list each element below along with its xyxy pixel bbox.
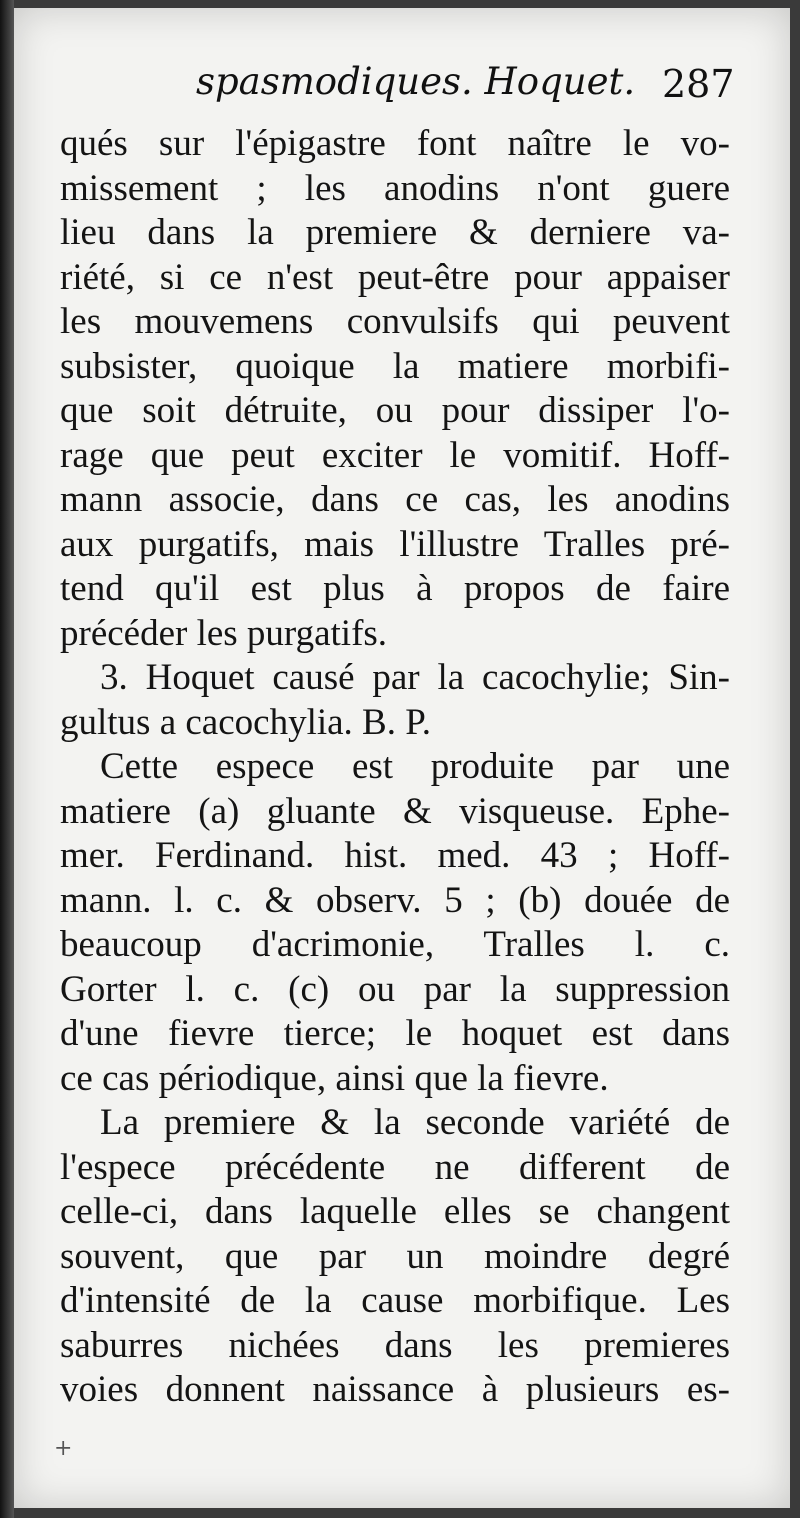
text-line: d'une fievre tierce; le hoquet est dans	[60, 1013, 730, 1054]
text-line: aux purgatifs, mais l'illustre Tralles pré-	[60, 523, 730, 565]
text-line: subsister, quoique la matiere morbifi-	[60, 345, 730, 387]
text-line: qués sur l'épigastre font naître le vo-	[60, 123, 730, 164]
text-line: Cette espece est produite par une	[100, 746, 730, 787]
footer-mark: +	[54, 1436, 73, 1461]
text-line: précéder les purgatifs.	[60, 612, 388, 654]
text-line: voies donnent naissance à plusieurs es-	[60, 1369, 730, 1410]
text-line: que soit détruite, ou pour dissiper l'o-	[60, 390, 730, 431]
page-number: 287	[662, 62, 735, 106]
binding-shadow	[0, 0, 14, 1518]
text-line: mann associe, dans ce cas, les anodins	[60, 479, 730, 520]
text-line: saburres nichées dans les premieres	[60, 1324, 730, 1366]
text-line: riété, si ce n'est peut-être pour appaiser	[60, 256, 730, 298]
text-line: La premiere & la seconde variété de	[100, 1102, 730, 1143]
section-heading-latin: gultus a cacochylia. B. P.	[60, 701, 431, 743]
text-line: l'espece précédente ne different de	[60, 1146, 730, 1188]
text-line: tend qu'il est plus à propos de faire	[60, 568, 730, 609]
text-line: ce cas périodique, ainsi que la fievre.	[60, 1057, 609, 1099]
text-line: les mouvemens convulsifs qui peuvent	[60, 301, 730, 342]
section-heading: 3. Hoquet causé par la cacochylie; Sin-	[100, 657, 730, 698]
text-line: beaucoup d'acrimonie, Tralles l. c.	[60, 924, 730, 965]
body-text	[60, 122, 730, 1413]
book-page	[14, 8, 790, 1508]
text-line: matiere (a) gluante & visqueuse. Ephe-	[60, 790, 730, 832]
running-title: spasmodiques. Hoquet.	[196, 60, 636, 103]
text-line: souvent, que par un moindre degré	[60, 1235, 730, 1277]
text-line: d'intensité de la cause morbifique. Les	[60, 1280, 730, 1321]
text-line: celle-ci, dans laquelle elles se changent	[60, 1191, 730, 1232]
text-line: mann. l. c. & observ. 5 ; (b) douée de	[60, 879, 730, 921]
text-line: mer. Ferdinand. hist. med. 43 ; Hoff-	[60, 835, 730, 876]
text-line: Gorter l. c. (c) ou par la suppression	[60, 968, 730, 1010]
page-header	[14, 60, 790, 120]
text-line: lieu dans la premiere & derniere va-	[60, 212, 730, 253]
text-line: rage que peut exciter le vomitif. Hoff-	[60, 434, 730, 476]
text-line: missement ; les anodins n'ont guere	[60, 167, 730, 209]
